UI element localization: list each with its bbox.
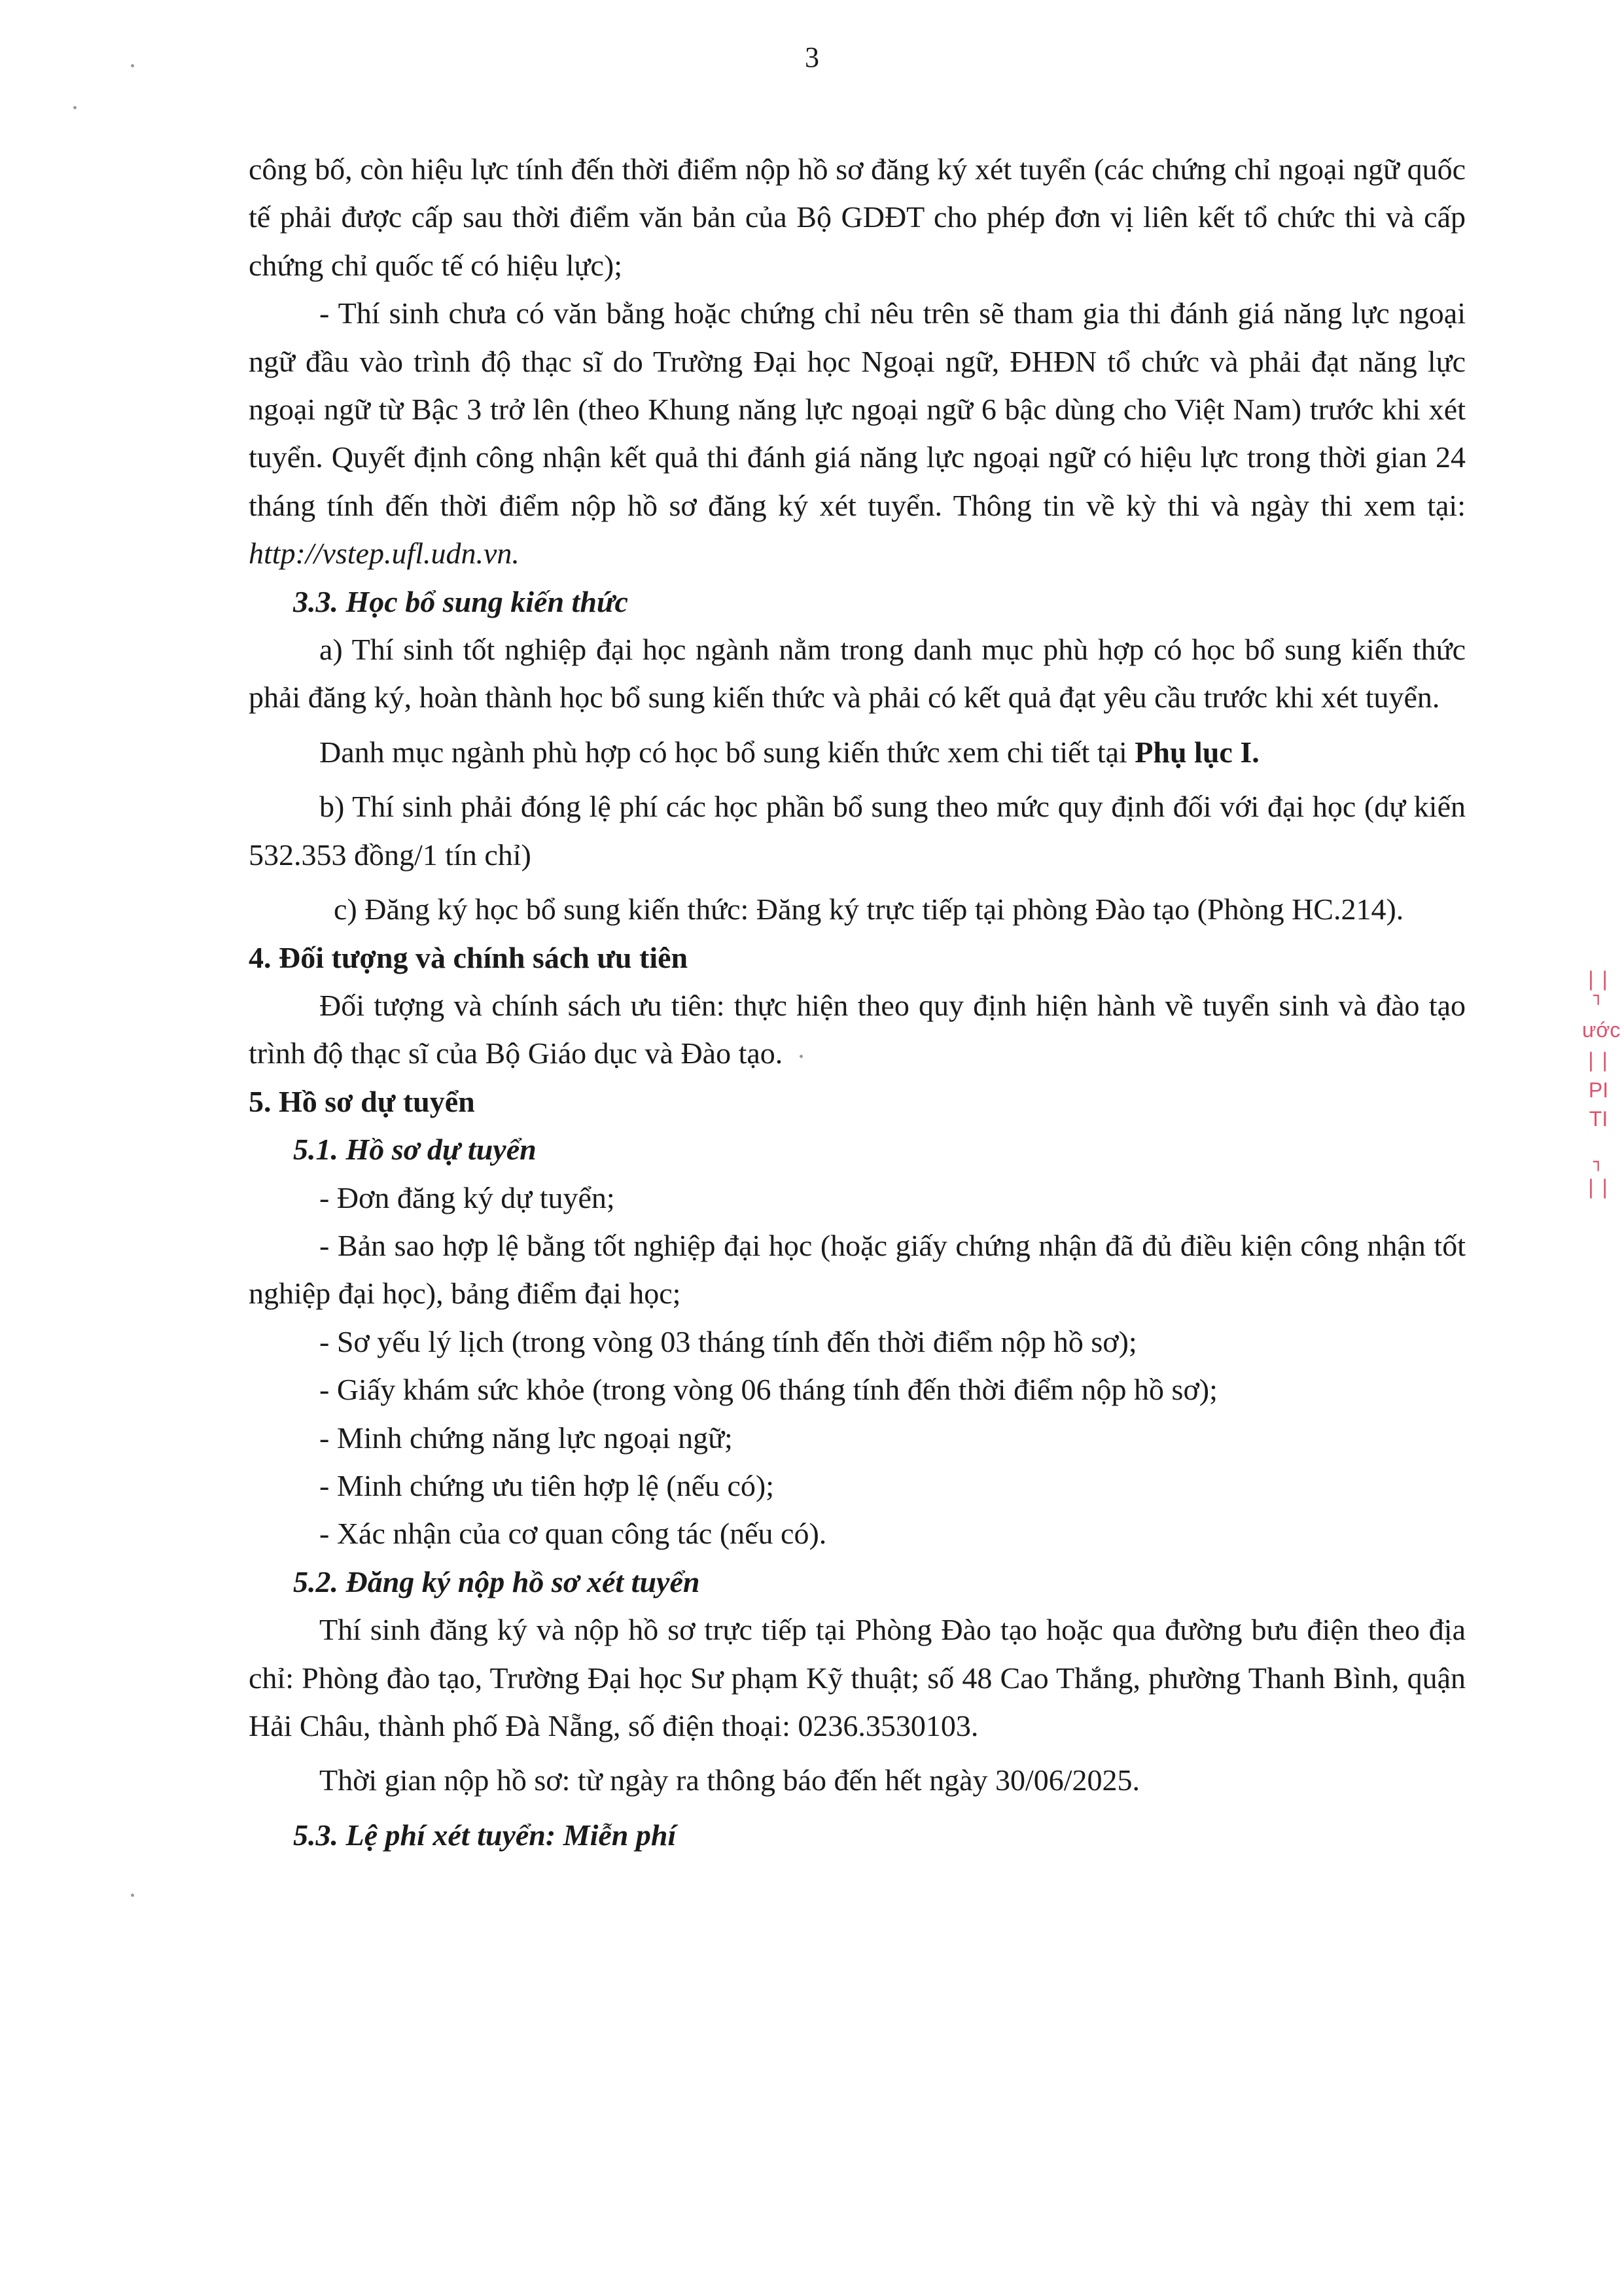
scan-speck (800, 1055, 803, 1058)
appendix-reference: Phụ lục I. (1135, 735, 1260, 769)
list-item: - Bản sao hợp lệ bằng tốt nghiệp đại học (hoặc giấy chứng nhận đã đủ điều kiện công nhận tốt nghiệp đại học), bảng điểm đại học; (249, 1228, 1466, 1311)
list-item: - Giấy khám sức khỏe (trong vòng 06 tháng tính đến thời điểm nộp hồ sơ); (319, 1373, 1218, 1407)
list-item: - Minh chứng ưu tiên hợp lệ (nếu có); (319, 1468, 775, 1502)
stamp-text: TI (1589, 1107, 1608, 1131)
paragraph-3-3-list (249, 728, 1466, 776)
heading-5-1: 5.1. Hồ sơ dự tuyển (293, 1133, 537, 1167)
paragraph-3-3-a: a) Thí sinh tốt nghiệp đại học ngành nằm trong danh mục phù hợp có học bổ sung kiến thức phải đăng ký, hoàn thành học bổ sung kiến thức và phải có kết quả đạt yêu cầu trước khi xét tuyển. (249, 633, 1466, 715)
stamp-mark-top: | | (1588, 967, 1609, 991)
paragraph-3-3-b: b) Thí sinh phải đóng lệ phí các học phần bổ sung theo mức quy định đối với đại học (dự kiến 532.353 đồng/1 tín chỉ) (249, 790, 1466, 872)
stamp-text: PI (1588, 1078, 1609, 1102)
list-item: - Xác nhận của cơ quan công tác (nếu có). (319, 1517, 827, 1551)
stamp-text: ước (1582, 1018, 1621, 1042)
document-body (249, 145, 1466, 1859)
scan-speck (73, 106, 77, 109)
margin-stamp (1582, 967, 1621, 1199)
list-text: Danh mục ngành phù hợp có học bổ sung kiến thức xem chi tiết tại (319, 735, 1127, 769)
list-item: - Minh chứng năng lực ngoại ngữ; (319, 1421, 733, 1455)
heading-3-3: 3.3. Học bổ sung kiến thức (293, 584, 628, 618)
paragraph-5-2-address: Thí sinh đăng ký và nộp hồ sơ trực tiếp tại Phòng Đào tạo hoặc qua đường bưu điện theo địa chỉ: Phòng đào tạo, Trường Đại học Sư phạm Kỹ thuật; số 48 Cao Thắng, phường Thanh Bình, quận Hải Châu, thành phố Đà Nẵng, số điện thoại: 0236.3530103. (249, 1613, 1466, 1742)
heading-5-2: 5.2. Đăng ký nộp hồ sơ xét tuyển (293, 1564, 700, 1598)
language-test-text: - Thí sinh chưa có văn bằng hoặc chứng chỉ nêu trên sẽ tham gia thi đánh giá năng lực ngoại ngữ đầu vào trình độ thạc sĩ do Trường Đại học Ngoại ngữ, ĐHĐN tổ chức và phải đạt năng lực ngoại ngữ từ Bậc 3 trở lên (theo Khung năng lực ngoại ngữ 6 bậc dùng cho Việt Nam) trước khi xét tuyển. Quyết định công nhận kết quả thi đánh giá năng lực ngoại ngữ có hiệu lực trong thời gian 24 tháng tính đến thời điểm nộp hồ sơ đăng ký xét tuyển. Thông tin về kỳ thi và ngày thi xem tại: (249, 296, 1466, 522)
list-item: - Sơ yếu lý lịch (trong vòng 03 tháng tính đến thời điểm nộp hồ sơ); (319, 1324, 1137, 1358)
paragraph-cert-validity: công bố, còn hiệu lực tính đến thời điểm nộp hồ sơ đăng ký xét tuyển (các chứng chỉ ngoại ngữ quốc tế phải được cấp sau thời điểm văn bản của Bộ GDĐT cho phép đơn vị liên kết tổ chức thi và cấp chứng chỉ quốc tế có hiệu lực); (249, 152, 1466, 282)
stamp-mark-bottom: | | (1588, 1175, 1609, 1199)
scan-speck (131, 64, 134, 67)
paragraph-language-test (249, 289, 1466, 577)
stamp-mark-bars: | | (1588, 1048, 1609, 1072)
paragraph-4: Đối tượng và chính sách ưu tiên: thực hiện theo quy định hiện hành về tuyển sinh và đào tạo trình độ thạc sĩ của Bộ Giáo dục và Đào tạo. (249, 988, 1466, 1070)
list-item: - Đơn đăng ký dự tuyển; (319, 1180, 615, 1214)
paragraph-5-2-deadline: Thời gian nộp hồ sơ: từ ngày ra thông báo đến hết ngày 30/06/2025. (319, 1763, 1140, 1797)
heading-5: 5. Hồ sơ dự tuyển (249, 1084, 475, 1118)
stamp-mark-bracket: ⌐ (1587, 993, 1610, 1006)
stamp-mark-bracket: ⌐ (1587, 1159, 1610, 1173)
vstep-link[interactable]: http://vstep.ufl.udn.vn. (249, 537, 520, 571)
page-number: 3 (805, 41, 819, 73)
heading-5-3: 5.3. Lệ phí xét tuyển: Miễn phí (293, 1818, 677, 1852)
heading-4: 4. Đối tượng và chính sách ưu tiên (249, 940, 688, 974)
scan-speck (131, 1894, 134, 1897)
paragraph-3-3-c: c) Đăng ký học bổ sung kiến thức: Đăng ký trực tiếp tại phòng Đào tạo (Phòng HC.214). (334, 892, 1404, 927)
